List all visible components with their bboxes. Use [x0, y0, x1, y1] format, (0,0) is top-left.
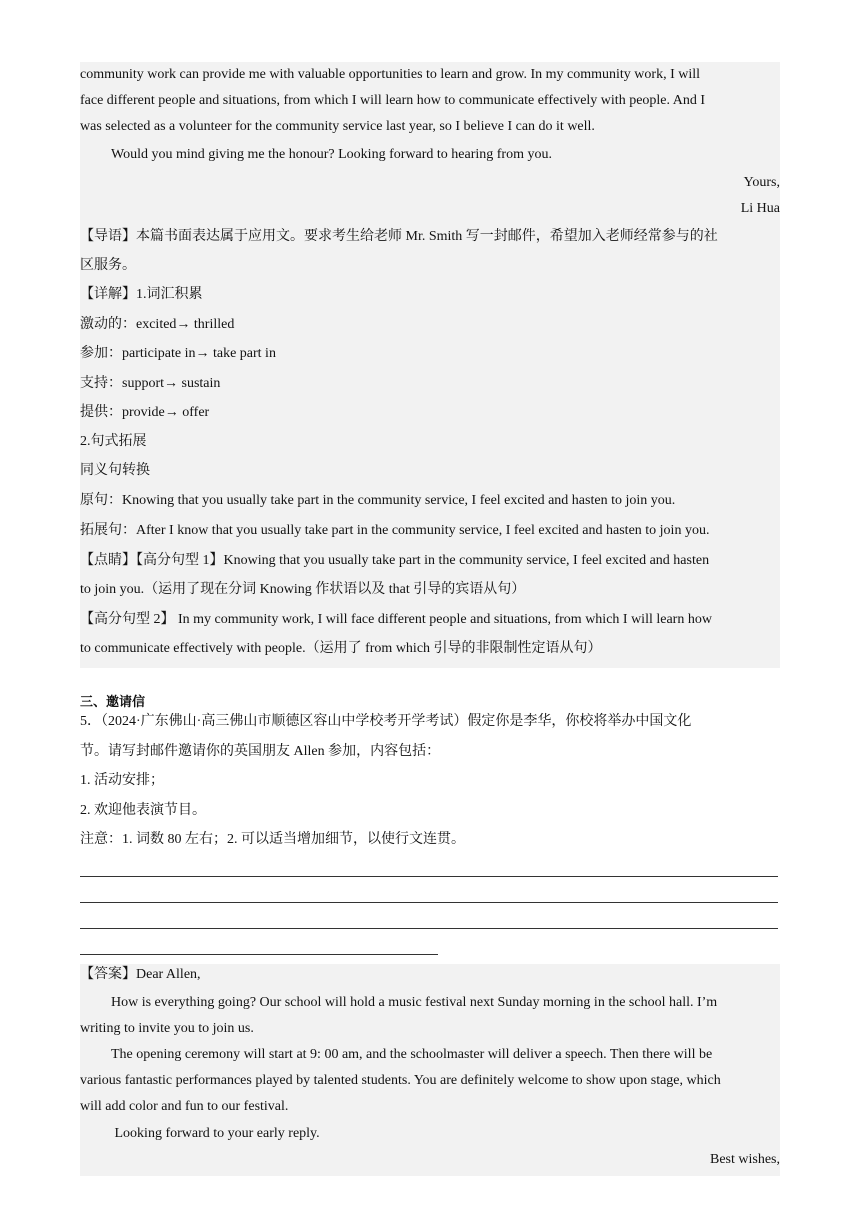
letter-paragraph-line: face different people and situations, from which I will learn how to communicate effectively with people. And I	[80, 93, 706, 108]
letter-paragraph-line: community work can provide me with valuable opportunities to learn and grow. In my community work, I will	[80, 67, 701, 82]
answer-paragraph-line: How is everything going? Our school will hold a music festival next Sunday morning in the school hall. I’m	[111, 995, 718, 1010]
answer-paragraph-line: various fantastic performances played by talented students. You are definitely welcome to show upon stage, which	[80, 1073, 721, 1088]
highlight-pattern-2: to communicate effectively with people.（运用了 from which 引导的非限制性定语从句）	[80, 641, 602, 656]
lead-text: 【导语】本篇书面表达属于应用文。要求考生给老师 Mr. Smith 写一封邮件，希望加入老师经常参与的社	[80, 229, 718, 244]
letter-paragraph-line: was selected as a volunteer for the community service last year, so I believe I can do it well.	[80, 119, 595, 134]
answer-writing-line	[80, 902, 778, 903]
question-text: 节。请写封邮件邀请你的英国朋友 Allen 参加，内容包括：	[80, 744, 441, 759]
highlight-pattern-1: 【点睛】【高分句型 1】Knowing that you usually take part in the community service, I feel excited and hasten	[80, 553, 710, 568]
highlight-pattern-2: 【高分句型 2】 In my community work, I will face different people and situations, from which I will learn how	[80, 612, 712, 627]
letter-signature: Li Hua	[740, 201, 780, 216]
detail-title: 【详解】1.词汇积累	[80, 287, 203, 302]
letter-closing-request: Would you mind giving me the honour? Looking forward to hearing from you.	[111, 147, 552, 162]
sentence-title: 2.句式拓展	[80, 434, 147, 449]
question-text: 5．（2024·广东佛山·高三佛山市顺德区容山中学校考开学考试）假定你是李华，你校将举办中国文化	[80, 714, 692, 729]
answer-greeting: 【答案】Dear Allen,	[80, 967, 201, 982]
vocab-item: 激动的：excited→ thrilled	[80, 317, 235, 332]
question-note: 注意：1. 词数 80 左右；2. 可以适当增加细节，以使行文连贯。	[80, 832, 465, 847]
answer-paragraph-line: writing to invite you to join us.	[80, 1021, 254, 1036]
letter-signoff: Yours,	[743, 175, 780, 190]
vocab-item: 支持：support→ sustain	[80, 376, 221, 391]
original-sentence: 原句：Knowing that you usually take part in the community service, I feel excited and hasten to join you.	[80, 493, 676, 508]
answer-writing-line	[80, 928, 778, 929]
answer-signoff: Best wishes,	[710, 1152, 780, 1167]
answer-paragraph-line: will add color and fun to our festival.	[80, 1099, 289, 1114]
answer-paragraph-line: The opening ceremony will start at 9: 00 am, and the schoolmaster will deliver a speech. Then there will be	[111, 1047, 713, 1062]
answer-closing-line: Looking forward to your early reply.	[111, 1126, 320, 1141]
vocab-item: 参加：participate in→ take part in	[80, 346, 276, 361]
answer-writing-line	[80, 876, 778, 877]
question-point-2: 2. 欢迎他表演节目。	[80, 803, 206, 818]
vocab-item: 提供：provide→ offer	[80, 405, 210, 420]
synonym-title: 同义句转换	[80, 463, 150, 478]
lead-text: 区服务。	[80, 258, 136, 273]
answer-writing-line	[80, 954, 438, 955]
expanded-sentence: 拓展句：After I know that you usually take part in the community service, I feel excited and hasten to join you.	[80, 523, 710, 538]
section-heading: 三、邀请信	[80, 695, 146, 710]
question-point-1: 1. 活动安排；	[80, 773, 164, 788]
highlight-pattern-1: to join you.（运用了现在分词 Knowing 作状语以及 that 引导的宾语从句）	[80, 582, 526, 597]
